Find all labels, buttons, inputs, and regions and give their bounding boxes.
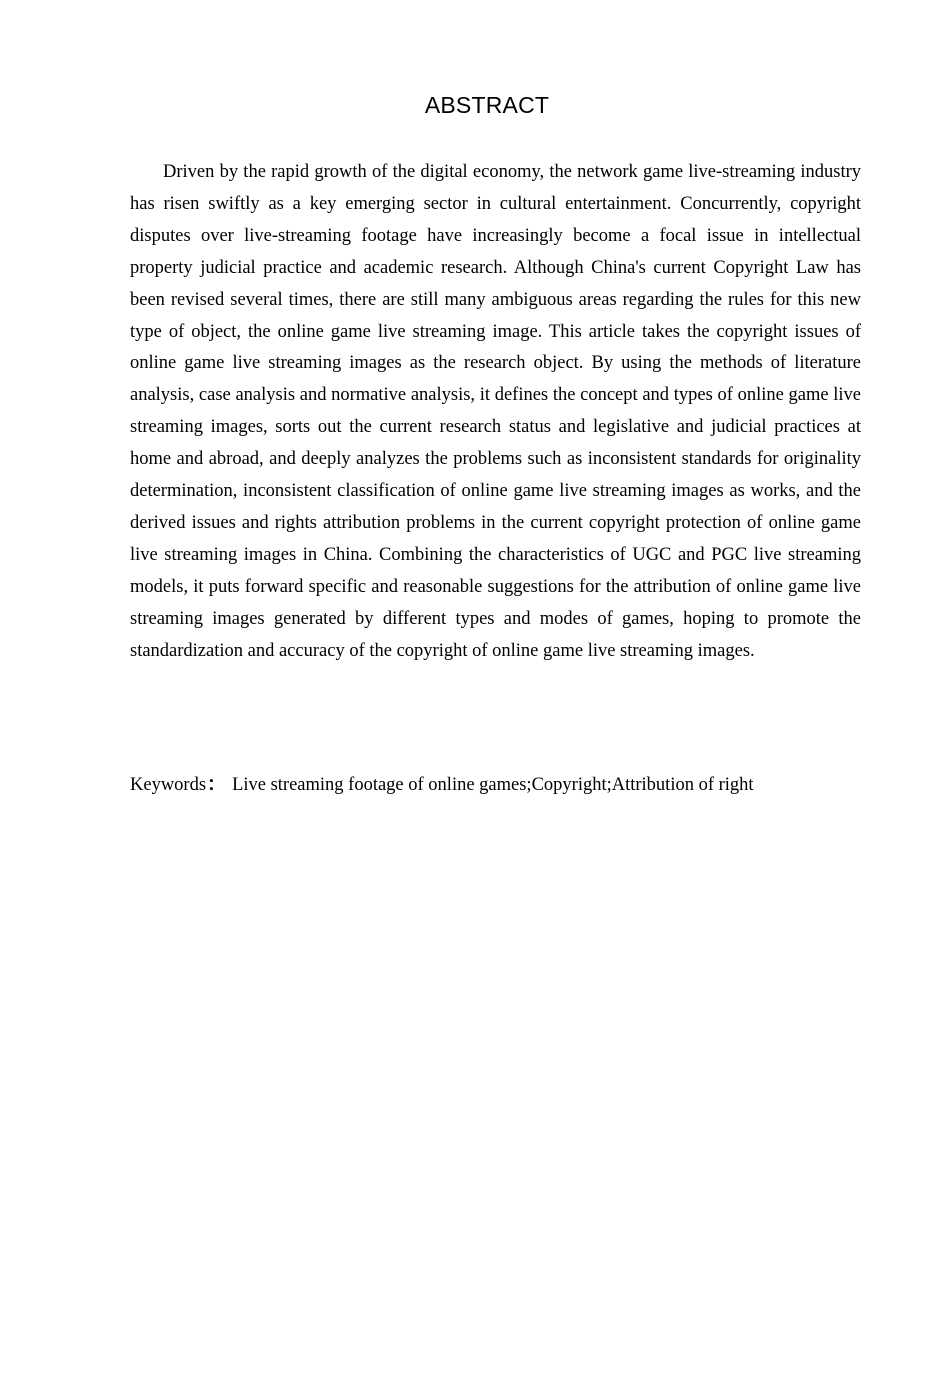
keywords-value: Live streaming footage of online games;Copyright;Attribution of right: [232, 775, 754, 795]
keywords-label: Keywords: [130, 775, 207, 795]
abstract-title: ABSTRACT: [424, 92, 550, 118]
keywords-line: [130, 770, 861, 799]
keywords-colon: ：: [207, 773, 227, 795]
abstract-body: Driven by the rapid growth of the digital economy, the network game live-streaming industry has risen swiftly as a key emerging sector in cultural entertainment. Concurrently, copyright disputes over live-streaming footage have increasingly become a focal issue in intellectual property judicial practice and academic research. Although China's current Copyright Law has been revised several times, there are still many ambiguous areas regarding the rules for this new type of object, the online game live streaming image. This article takes the copyright issues of online game live streaming images as the research object. By using the methods of literature analysis, case analysis and normative analysis, it defines the concept and types of online game live streaming images, sorts out the current research status and legislative and judicial practices at home and abroad, and deeply analyzes the problems such as inconsistent standards for originality determination, inconsistent classification of online game live streaming images as works, and the derived issues and rights attribution problems in the current copyright protection of online game live streaming images in China. Combining the characteristics of UGC and PGC live streaming models, it puts forward specific and reasonable suggestions for the attribution of online game live streaming images generated by different types and modes of games, hoping to promote the standardization and accuracy of the copyright of online game live streaming images.: [130, 162, 861, 661]
